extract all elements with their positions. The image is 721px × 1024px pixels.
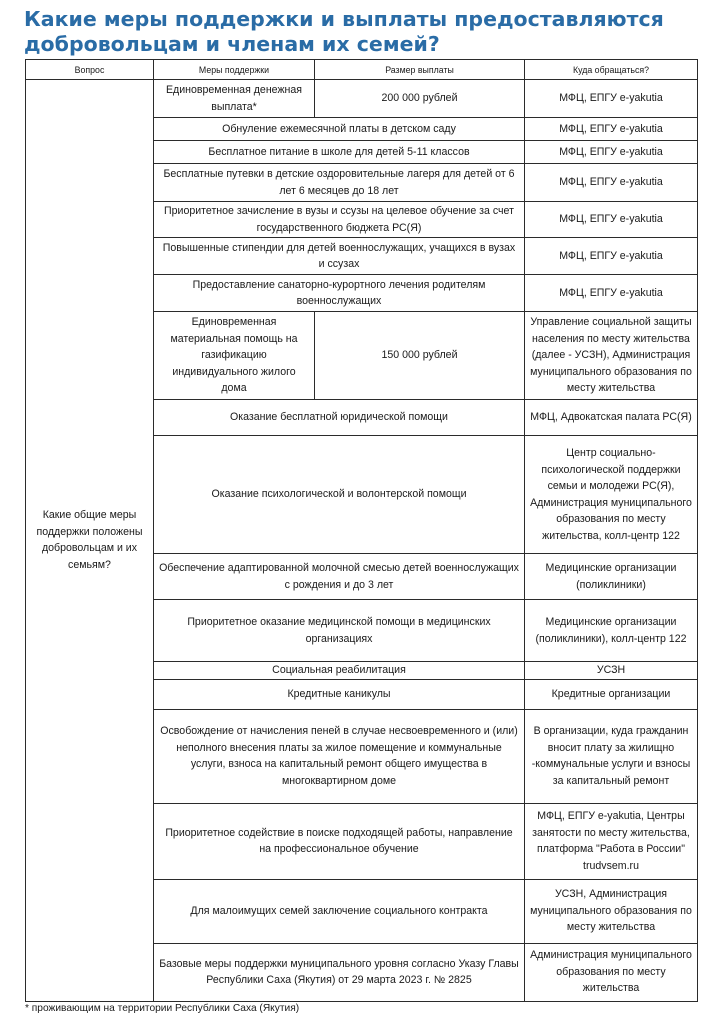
contact-cell: МФЦ, ЕПГУ e-yakutia, Центры занятости по месту жительства, платформа "Работа в России" trudvsem.ru <box>525 803 698 879</box>
measure-cell: Приоритетное содействие в поиске подходящей работы, направление на профессиональное обучение <box>154 803 525 879</box>
measure-cell: Единовременная денежная выплата* <box>154 80 315 118</box>
contact-cell: МФЦ, ЕПГУ e-yakutia <box>525 141 698 164</box>
contact-cell: Центр социально-психологической поддержки семьи и молодежи РС(Я), Администрация муниципального образования по месту жительства, колл-центр 122 <box>525 436 698 554</box>
measure-cell: Для малоимущих семей заключение социального контракта <box>154 879 525 943</box>
measure-cell: Повышенные стипендии для детей военнослужащих, учащихся в вузах и ссузах <box>154 238 525 275</box>
footnote: * проживающим на территории Республики Саха (Якутия) <box>25 1003 300 1014</box>
contact-cell: МФЦ, Адвокатская палата РС(Я) <box>525 400 698 436</box>
contact-cell: Администрация муниципального образования по месту жительства <box>525 943 698 1001</box>
measure-cell: Приоритетное зачисление в вузы и ссузы на целевое обучение за счет государственного бюджета РС(Я) <box>154 202 525 238</box>
table-header-row <box>26 60 698 80</box>
header-question: Вопрос <box>26 60 154 80</box>
measure-cell: Бесплатное питание в школе для детей 5-11 классов <box>154 141 525 164</box>
header-measures: Меры поддержки <box>154 60 315 80</box>
measure-cell: Социальная реабилитация <box>154 662 525 680</box>
contact-cell: УСЗН, Администрация муниципального образования по месту жительства <box>525 879 698 943</box>
contact-cell: МФЦ, ЕПГУ e-yakutia <box>525 238 698 275</box>
contact-cell: МФЦ, ЕПГУ e-yakutia <box>525 118 698 141</box>
page-title: Какие меры поддержки и выплаты предоставляются добровольцам и членам их семей? <box>24 7 664 56</box>
contact-cell: Медицинские организации (поликлиники) <box>525 554 698 600</box>
contact-cell: МФЦ, ЕПГУ e-yakutia <box>525 80 698 118</box>
table-row <box>26 80 698 118</box>
question-cell: Какие общие меры поддержки положены добровольцам и их семьям? <box>26 80 154 1002</box>
measure-cell: Обнуление ежемесячной платы в детском саду <box>154 118 525 141</box>
contact-cell: Кредитные организации <box>525 679 698 709</box>
measure-cell: Предоставление санаторно-курортного лечения родителям военнослужащих <box>154 275 525 312</box>
measure-cell: Оказание бесплатной юридической помощи <box>154 400 525 436</box>
contact-cell: МФЦ, ЕПГУ e-yakutia <box>525 275 698 312</box>
contact-cell: В организации, куда гражданин вносит плату за жилищно -коммунальные услуги и взносы за капитальный ремонт <box>525 709 698 803</box>
contact-cell: МФЦ, ЕПГУ e-yakutia <box>525 164 698 202</box>
measure-cell: Освобождение от начисления пеней в случае несвоевременного и (или) неполного внесения платы за жилое помещение и коммунальные услуги, взноса на капитальный ремонт общего имущества в многоквартирном доме <box>154 709 525 803</box>
measure-cell: Оказание психологической и волонтерской помощи <box>154 436 525 554</box>
contact-cell: УСЗН <box>525 662 698 680</box>
contact-cell: Медицинские организации (поликлиники), колл-центр 122 <box>525 600 698 662</box>
support-measures-table <box>25 59 698 1002</box>
measure-cell: Обеспечение адаптированной молочной смесью детей военнослужащих с рождения и до 3 лет <box>154 554 525 600</box>
header-amount: Размер выплаты <box>315 60 525 80</box>
contact-cell: МФЦ, ЕПГУ e-yakutia <box>525 202 698 238</box>
measure-cell: Приоритетное оказание медицинской помощи в медицинских организациях <box>154 600 525 662</box>
header-contact: Куда обращаться? <box>525 60 698 80</box>
measure-cell: Базовые меры поддержки муниципального уровня согласно Указу Главы Республики Саха (Якутия) от 29 марта 2023 г. № 2825 <box>154 943 525 1001</box>
measure-cell: Бесплатные путевки в детские оздоровительные лагеря для детей от 6 лет 6 месяцев до 18 лет <box>154 164 525 202</box>
amount-cell: 200 000 рублей <box>315 80 525 118</box>
contact-cell: Управление социальной защиты населения по месту жительства (далее - УСЗН), Администрация муниципального образования по месту жительства <box>525 312 698 400</box>
amount-cell: 150 000 рублей <box>315 312 525 400</box>
measure-cell: Кредитные каникулы <box>154 679 525 709</box>
measure-cell: Единовременная материальная помощь на газификацию индивидуального жилого дома <box>154 312 315 400</box>
